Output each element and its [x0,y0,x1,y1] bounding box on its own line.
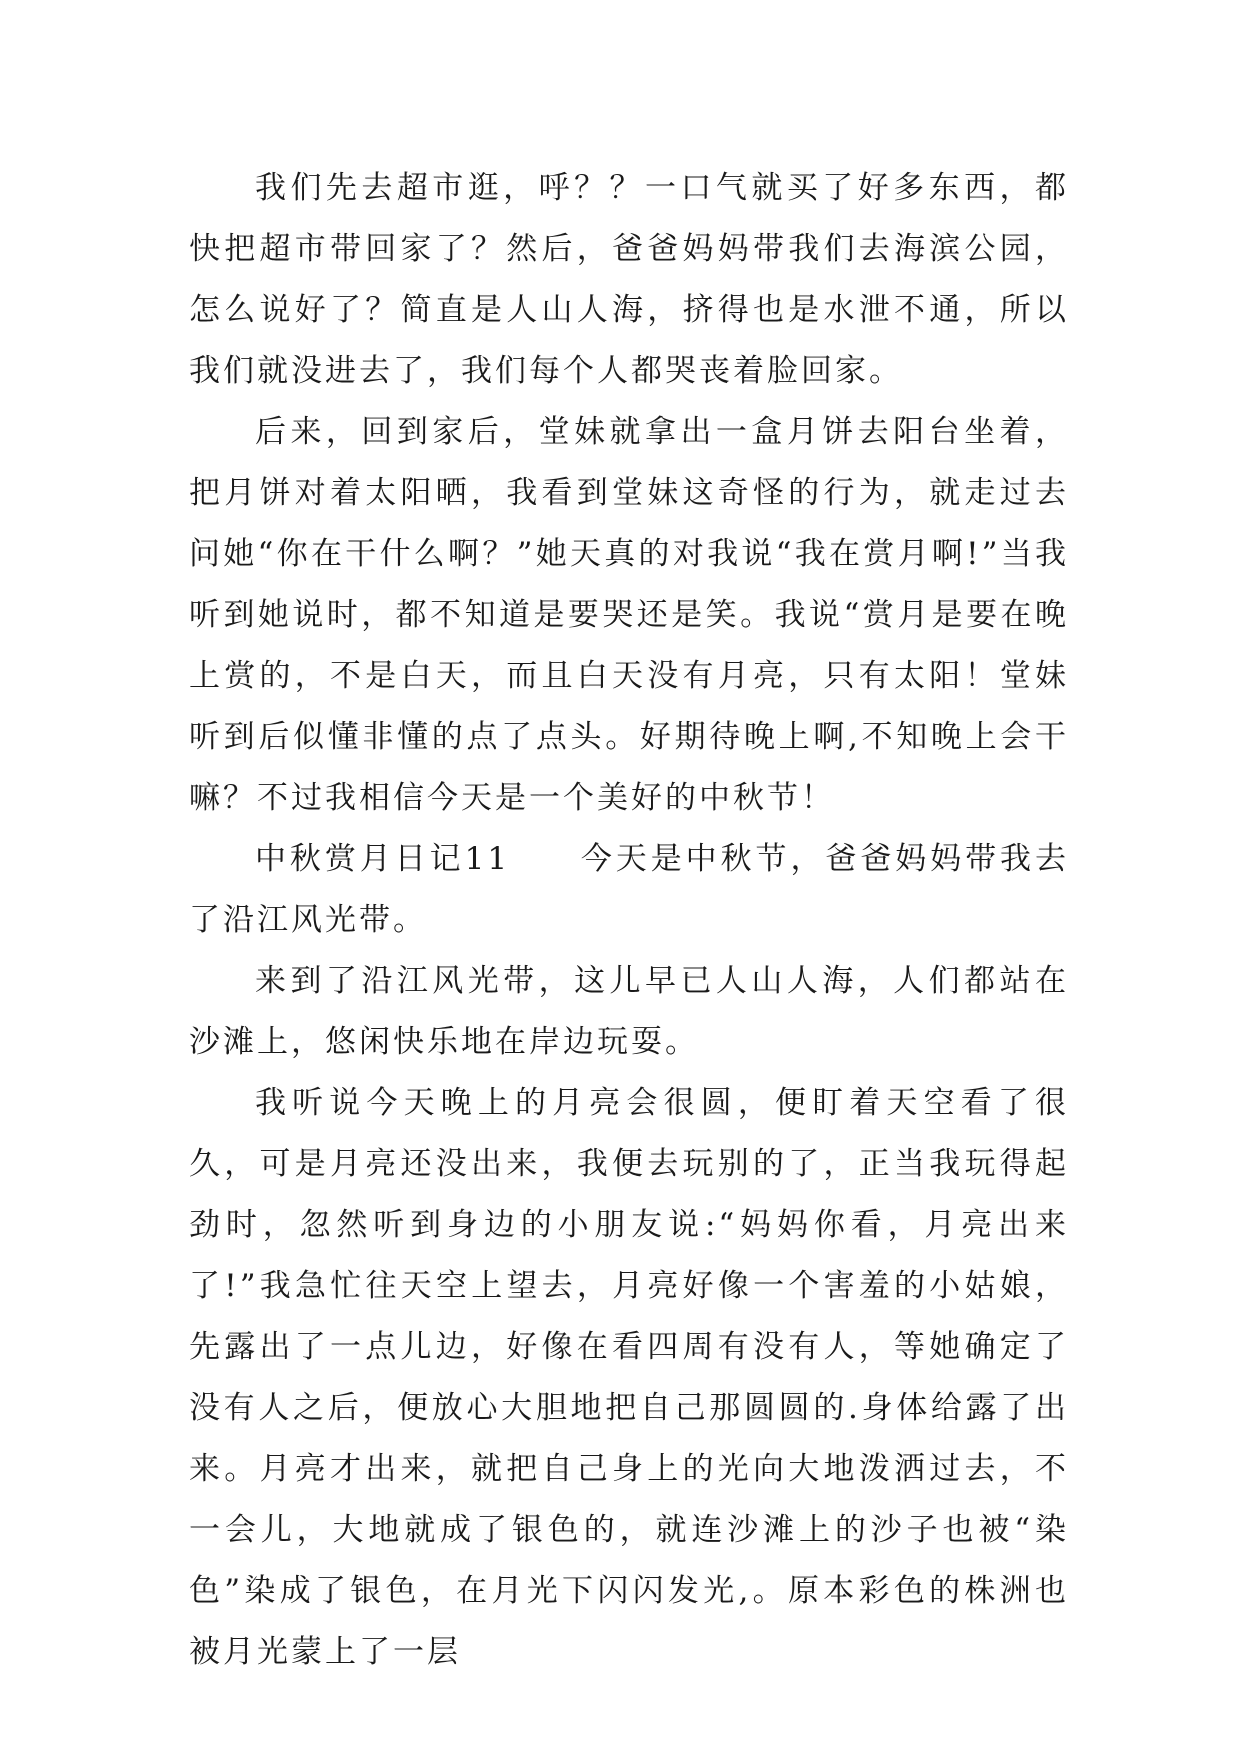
paragraph: 来到了沿江风光带，这儿早已人山人海，人们都站在沙滩上，悠闲快乐地在岸边玩耍。 [189,963,1069,1060]
paragraph: 后来，回到家后，堂妹就拿出一盒月饼去阳台坐着，把月饼对着太阳晒，我看到堂妹这奇怪的行为，就走过去问她“你在干什么啊？”她天真的对我说“我在赏月啊!”当我听到她说时，都不知道是要哭还是笑。我说“赏月是要在晚上赏的，不是白天，而且白天没有月亮，只有太阳！堂妹听到后似懂非懂的点了点头。好期待晚上啊,不知晚上会干嘛？不过我相信今天是一个美好的中秋节！ [189,414,1069,816]
paragraph: 我们先去超市逛，呼？？一口气就买了好多东西，都快把超市带回家了？然后，爸爸妈妈带我们去海滨公园，怎么说好了？简直是人山人海，挤得也是水泄不通，所以我们就没进去了，我们每个人都哭丧着脸回家。 [189,170,1069,389]
document-body [189,158,1069,1683]
paragraph: 中秋赏月日记11 今天是中秋节，爸爸妈妈带我去了沿江风光带。 [189,841,1069,938]
paragraph: 我听说今天晚上的月亮会很圆，便盯着天空看了很久，可是月亮还没出来，我便去玩别的了，正当我玩得起劲时，忽然听到身边的小朋友说:“妈妈你看，月亮出来了!”我急忙往天空上望去，月亮好像一个害羞的小姑娘，先露出了一点儿边，好像在看四周有没有人，等她确定了没有人之后，便放心大胆地把自己那圆圆的.身体给露了出来。月亮才出来，就把自己身上的光向大地泼洒过去，不一会儿，大地就成了银色的，就连沙滩上的沙子也被“染色”染成了银色，在月光下闪闪发光,。原本彩色的株洲也被月光蒙上了一层 [189,1085,1069,1670]
